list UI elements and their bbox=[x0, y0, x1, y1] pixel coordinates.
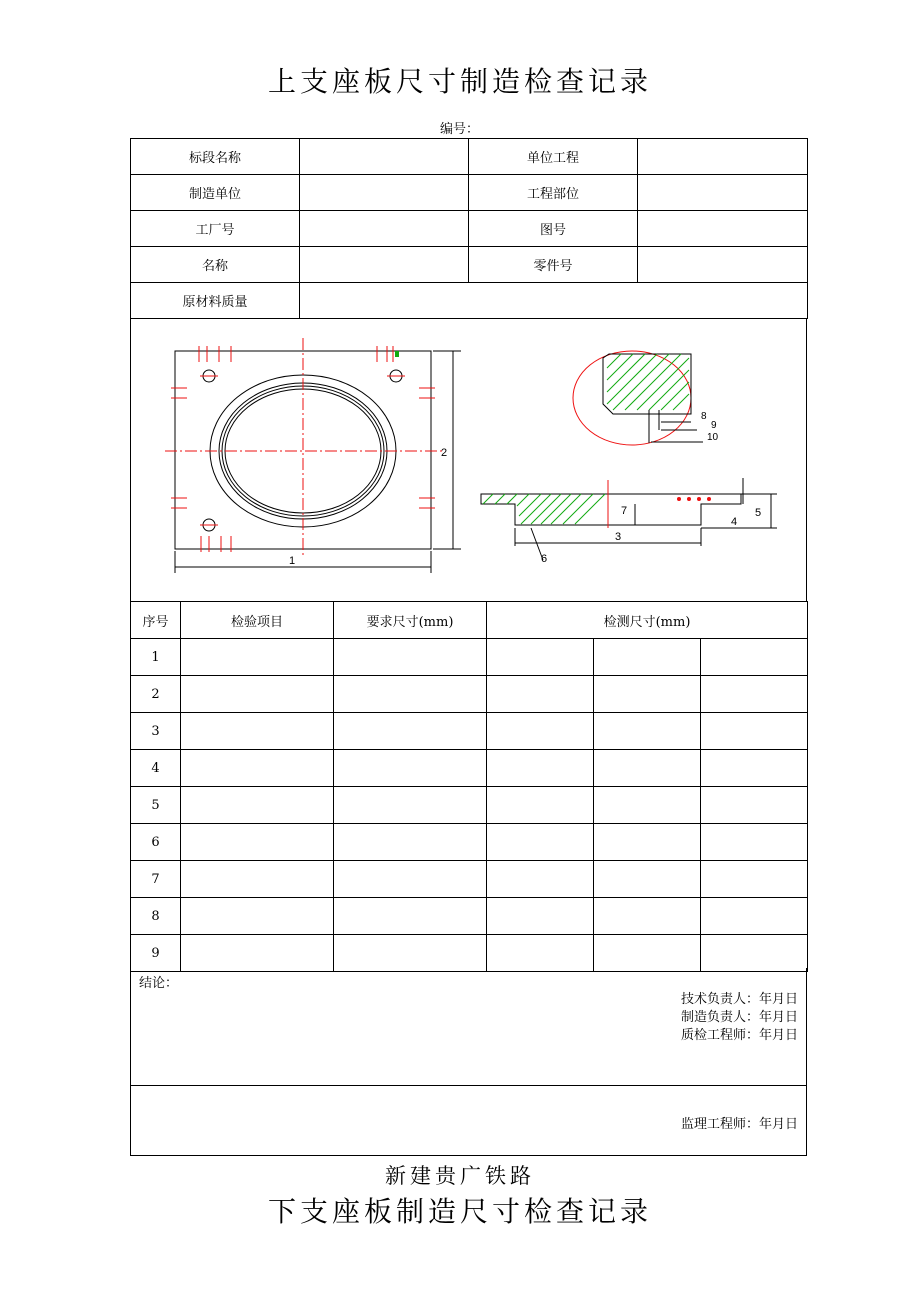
section-outline bbox=[481, 494, 741, 525]
row-number: 6 bbox=[131, 824, 181, 861]
dim-label-1: 1 bbox=[289, 555, 296, 567]
cell-measured[interactable] bbox=[594, 750, 701, 787]
cell-item[interactable] bbox=[181, 935, 334, 972]
cell-measured[interactable] bbox=[594, 713, 701, 750]
conclusion-label: 结论： bbox=[139, 976, 179, 991]
table-row bbox=[131, 676, 808, 713]
row-number: 5 bbox=[131, 787, 181, 824]
cell-measured[interactable] bbox=[594, 861, 701, 898]
dim-label-3: 3 bbox=[615, 531, 622, 543]
label-drawing-no: 图号 bbox=[469, 211, 638, 247]
footer-title: 下支座板制造尺寸检查记录 bbox=[267, 1195, 652, 1228]
cell-measured[interactable] bbox=[701, 713, 808, 750]
table-row bbox=[131, 861, 808, 898]
header-item: 检验项目 bbox=[181, 602, 334, 639]
label-part-no: 零件号 bbox=[469, 247, 638, 283]
signature-tech-lead: 技术负责人：年月日 bbox=[680, 992, 798, 1007]
value-part-no[interactable] bbox=[638, 247, 808, 283]
cell-required[interactable] bbox=[334, 861, 487, 898]
cell-measured[interactable] bbox=[487, 713, 594, 750]
row-number: 8 bbox=[131, 898, 181, 935]
detail-label-8: 8 bbox=[701, 411, 707, 422]
cell-item[interactable] bbox=[181, 676, 334, 713]
cell-measured[interactable] bbox=[701, 861, 808, 898]
cell-measured[interactable] bbox=[701, 639, 808, 676]
cell-measured[interactable] bbox=[487, 787, 594, 824]
info-table bbox=[130, 138, 808, 319]
plan-view bbox=[165, 338, 461, 573]
label-name: 名称 bbox=[131, 247, 300, 283]
cell-measured[interactable] bbox=[487, 898, 594, 935]
cell-measured[interactable] bbox=[594, 824, 701, 861]
value-factory-no[interactable] bbox=[300, 211, 469, 247]
cell-required[interactable] bbox=[334, 935, 487, 972]
table-row bbox=[131, 639, 808, 676]
dim-label-7: 7 bbox=[621, 505, 628, 517]
row-number: 9 bbox=[131, 935, 181, 972]
label-unit-project: 单位工程 bbox=[469, 139, 638, 175]
cell-item[interactable] bbox=[181, 861, 334, 898]
cell-required[interactable] bbox=[334, 639, 487, 676]
value-drawing-no[interactable] bbox=[638, 211, 808, 247]
footer-organization: 新建贵广铁路 bbox=[385, 1164, 535, 1188]
table-header-row bbox=[131, 602, 808, 639]
value-manufacturer[interactable] bbox=[300, 175, 469, 211]
cell-measured[interactable] bbox=[487, 861, 594, 898]
dim-label-4: 4 bbox=[731, 516, 738, 528]
cell-required[interactable] bbox=[334, 676, 487, 713]
cell-item[interactable] bbox=[181, 787, 334, 824]
cell-measured[interactable] bbox=[594, 639, 701, 676]
cell-measured[interactable] bbox=[487, 750, 594, 787]
serial-label: 编号： bbox=[440, 122, 480, 137]
cell-measured[interactable] bbox=[594, 935, 701, 972]
header-required: 要求尺寸(mm) bbox=[334, 602, 487, 639]
label-raw-material: 原材料质量 bbox=[131, 283, 300, 319]
cell-measured[interactable] bbox=[487, 935, 594, 972]
table-row bbox=[131, 824, 808, 861]
signature-manufacturing-lead: 制造负责人：年月日 bbox=[680, 1010, 798, 1025]
value-unit-project[interactable] bbox=[638, 139, 808, 175]
cell-required[interactable] bbox=[334, 787, 487, 824]
cell-item[interactable] bbox=[181, 824, 334, 861]
cell-measured[interactable] bbox=[487, 639, 594, 676]
row-number: 4 bbox=[131, 750, 181, 787]
dim-label-5: 5 bbox=[755, 507, 762, 519]
label-manufacturer: 制造单位 bbox=[131, 175, 300, 211]
detail-label-10: 10 bbox=[707, 432, 719, 443]
dim-label-2: 2 bbox=[441, 447, 448, 459]
table-row bbox=[131, 211, 808, 247]
table-row bbox=[131, 175, 808, 211]
cell-measured[interactable] bbox=[701, 750, 808, 787]
signature-qc-engineer: 质检工程师：年月日 bbox=[680, 1028, 798, 1043]
table-row bbox=[131, 713, 808, 750]
value-name[interactable] bbox=[300, 247, 469, 283]
table-row bbox=[131, 787, 808, 824]
cell-measured[interactable] bbox=[487, 824, 594, 861]
section-view bbox=[481, 478, 777, 565]
cell-measured[interactable] bbox=[701, 824, 808, 861]
detail-label-9: 9 bbox=[711, 420, 717, 431]
cell-measured[interactable] bbox=[594, 898, 701, 935]
technical-drawing bbox=[130, 318, 807, 602]
cell-item[interactable] bbox=[181, 898, 334, 935]
cell-required[interactable] bbox=[334, 898, 487, 935]
label-section-name: 标段名称 bbox=[131, 139, 300, 175]
table-row bbox=[131, 898, 808, 935]
page-title: 上支座板尺寸制造检查记录 bbox=[267, 65, 652, 98]
hatch-section bbox=[483, 494, 605, 524]
drawing-svg bbox=[131, 318, 806, 601]
cell-measured[interactable] bbox=[701, 898, 808, 935]
row-number: 7 bbox=[131, 861, 181, 898]
cell-measured[interactable] bbox=[594, 676, 701, 713]
cell-required[interactable] bbox=[334, 824, 487, 861]
cell-measured[interactable] bbox=[701, 787, 808, 824]
cell-item[interactable] bbox=[181, 713, 334, 750]
cell-measured[interactable] bbox=[487, 676, 594, 713]
label-project-part: 工程部位 bbox=[469, 175, 638, 211]
detail-view bbox=[573, 351, 719, 445]
cell-required[interactable] bbox=[334, 713, 487, 750]
row-number: 2 bbox=[131, 676, 181, 713]
row-number: 1 bbox=[131, 639, 181, 676]
dim-label-6: 6 bbox=[541, 553, 548, 565]
cell-item[interactable] bbox=[181, 639, 334, 676]
value-raw-material[interactable] bbox=[300, 283, 808, 319]
header-no: 序号 bbox=[131, 602, 181, 639]
table-row bbox=[131, 935, 808, 972]
value-section-name[interactable] bbox=[300, 139, 469, 175]
table-row bbox=[131, 247, 808, 283]
weld-dots bbox=[677, 497, 711, 501]
supervisor-section[interactable] bbox=[130, 1085, 807, 1156]
signature-supervisor: 监理工程师：年月日 bbox=[680, 1117, 798, 1132]
conclusion-section[interactable] bbox=[130, 968, 807, 1086]
hatch-detail bbox=[607, 354, 689, 410]
cell-measured[interactable] bbox=[594, 787, 701, 824]
cell-measured[interactable] bbox=[701, 676, 808, 713]
value-project-part[interactable] bbox=[638, 175, 808, 211]
check-table bbox=[130, 601, 808, 972]
cell-required[interactable] bbox=[334, 750, 487, 787]
header-measured: 检测尺寸(mm) bbox=[487, 602, 808, 639]
table-row bbox=[131, 283, 808, 319]
cell-item[interactable] bbox=[181, 750, 334, 787]
table-row bbox=[131, 750, 808, 787]
cell-measured[interactable] bbox=[701, 935, 808, 972]
table-row bbox=[131, 139, 808, 175]
row-number: 3 bbox=[131, 713, 181, 750]
marker bbox=[395, 351, 399, 357]
label-factory-no: 工厂号 bbox=[131, 211, 300, 247]
